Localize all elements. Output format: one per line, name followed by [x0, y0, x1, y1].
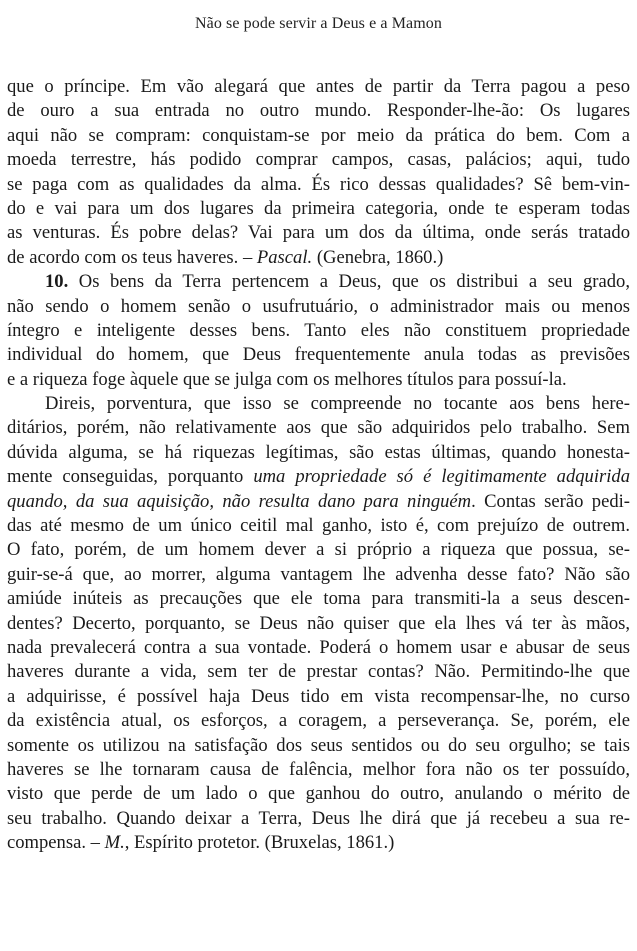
text-line	[7, 246, 630, 270]
text-line: da existência atual, os esforços, a coragem, a perseverança. Se, porém, ele	[7, 710, 630, 732]
text-line: dúvida alguma, se há riquezas legítimas, são estas últimas, quando honesta-	[7, 441, 630, 463]
text-line: de ouro a sua entrada no outro mundo. Responder-lhe-ão: Os lugares	[7, 100, 630, 122]
text-line: seu trabalho. Quando deixar a Terra, Deus lhe dirá que já recebeu a sua re-	[7, 807, 630, 829]
text-run: mente conseguidas, porquanto	[7, 466, 254, 488]
text-run: de acordo com os teus haveres. –	[7, 246, 257, 268]
text-line: íntegro e inteligente desses bens. Tanto eles não constituem propriedade	[7, 319, 630, 341]
author-signature: Pascal.	[256, 246, 313, 268]
text-line: individual do homem, que Deus frequentemente anula todas as previsões	[7, 344, 630, 366]
italic-emphasis: uma propriedade só é legitimamente adquirida	[253, 466, 630, 488]
text-line	[7, 831, 630, 855]
text-line	[7, 270, 630, 294]
text-line: dentes? Decerto, porquanto, se Deus não quiser que ela lhes vá ter às mãos,	[7, 612, 630, 634]
text-line: que o príncipe. Em vão alegará que antes de partir da Terra pagou a peso	[7, 76, 630, 97]
text-line: amiúde inúteis as precauções que ele toma para transmiti-la a seus descen-	[7, 588, 630, 610]
text-line: das até mesmo de um único ceitil mal ganho, isto é, com prejuízo de outrem.	[7, 515, 630, 537]
text-line: do e vai para um dos lugares da primeira categoria, onde te esperam todas	[7, 197, 630, 219]
text-line: visto que perde de um lado o que ganhou do outro, anulando o mérito de	[7, 783, 630, 805]
text-line: as venturas. És pobre delas? Vai para um dos da última, onde serás tratado	[7, 222, 630, 244]
text-line: guir-se-á que, ao morrer, alguma vantagem lhe advenha desse fato? Não são	[7, 563, 630, 585]
text-line: moeda terrestre, hás podido comprar campos, casas, palácios; aqui, tudo	[7, 149, 630, 171]
paragraph-number: 10.	[45, 271, 69, 293]
text-line: haveres se lhe tornaram causa de falência, melhor fora não os ter possuído,	[7, 758, 630, 780]
author-signature: M.	[104, 832, 125, 854]
text-line: ditários, porém, não relativamente aos que são adquiridos pelo trabalho. Sem	[7, 417, 630, 439]
text-line: não sendo o homem senão o usufrutuário, o administrador mais ou menos	[7, 295, 630, 317]
text-line	[7, 490, 630, 514]
text-line: e a riqueza foge àquele que se julga com os melhores títulos para possuí-la.	[7, 368, 567, 390]
text-line: nada prevalecerá contra a sua vontade. Poderá o homem usar e abusar de seus	[7, 636, 630, 658]
text-run: compensa. –	[7, 832, 105, 854]
text-line: se paga com as qualidades da alma. És rico dessas qualidades? Sê bem-vin-	[7, 173, 630, 195]
text-run: , Espírito protetor. (Bruxelas, 1861.)	[124, 832, 395, 854]
text-line	[7, 465, 630, 489]
text-line: somente os utilizou na satisfação dos seus sentidos ou do seu orgulho; se tais	[7, 734, 630, 756]
text-line: Direis, porventura, que isso se compreende no tocante aos bens here-	[45, 393, 630, 415]
text-line: haveres durante a vida, sem ter de prestar contas? Não. Permitindo-lhe que	[7, 661, 630, 683]
text-line: aqui não se compram: conquistam-se por meio da prática do bem. Com a	[7, 124, 630, 146]
running-head: Não se pode servir a Deus e a Mamon	[195, 15, 442, 32]
text-line: O fato, porém, de um homem dever a si próprio a riqueza que possua, se-	[7, 539, 630, 561]
text-run: (Genebra, 1860.)	[312, 246, 444, 268]
italic-emphasis: quando, da sua aquisição, não resulta dano para ninguém	[7, 490, 472, 512]
page-body	[7, 75, 630, 856]
text-run: . Contas serão pedi-	[471, 490, 630, 512]
text-run: Os bens da Terra pertencem a Deus, que os distribui a seu grado,	[68, 271, 630, 293]
text-line: a adquirisse, é possível haja Deus tido em vista recompensar-lhe, no curso	[7, 685, 630, 707]
